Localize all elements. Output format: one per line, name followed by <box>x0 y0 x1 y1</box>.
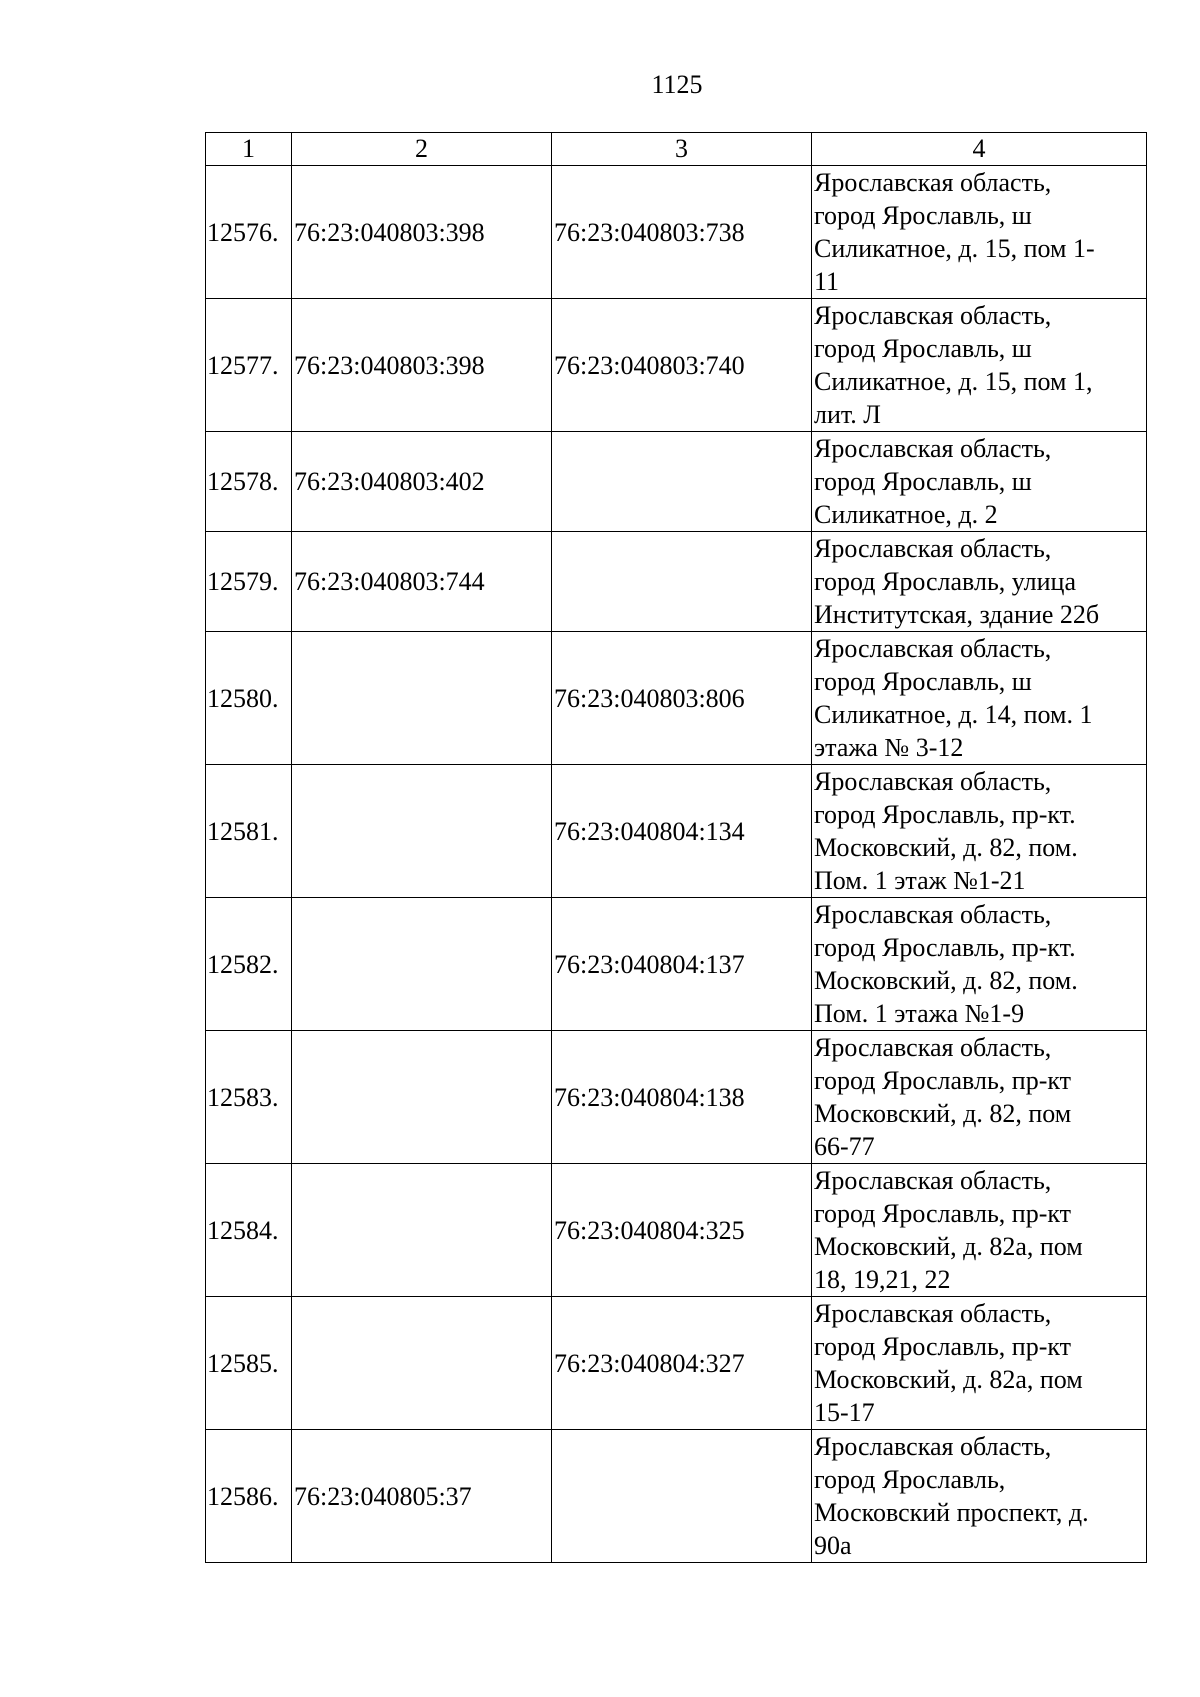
row-number: 12583. <box>206 1031 292 1164</box>
header-cell-3: 3 <box>552 133 812 166</box>
cadastral-number-land <box>292 1297 552 1430</box>
header-cell-1: 1 <box>206 133 292 166</box>
table-row <box>206 166 1147 299</box>
cadastral-number-land <box>292 632 552 765</box>
address-cell: Ярославская область, город Ярославль, пр-кт. Московский, д. 82, пом. Пом. 1 этаж №1-21 <box>812 765 1147 898</box>
row-number: 12576. <box>206 166 292 299</box>
cadastral-number-land: 76:23:040803:402 <box>292 432 552 532</box>
cadastral-number-land: 76:23:040803:398 <box>292 166 552 299</box>
cadastral-number-object: 76:23:040803:740 <box>552 299 812 432</box>
cadastral-number-object <box>552 532 812 632</box>
row-number: 12578. <box>206 432 292 532</box>
row-number: 12581. <box>206 765 292 898</box>
address-cell: Ярославская область, город Ярославль, ш Силикатное, д. 14, пом. 1 этажа № 3-12 <box>812 632 1147 765</box>
row-number: 12577. <box>206 299 292 432</box>
row-number: 12579. <box>206 532 292 632</box>
table-row <box>206 532 1147 632</box>
page-number: 1125 <box>651 70 703 99</box>
cadastral-number-land <box>292 1164 552 1297</box>
cadastral-number-object: 76:23:040804:325 <box>552 1164 812 1297</box>
cadastral-number-object: 76:23:040804:134 <box>552 765 812 898</box>
row-number: 12584. <box>206 1164 292 1297</box>
table-row <box>206 632 1147 765</box>
table-body <box>206 166 1147 1563</box>
cadastral-number-land: 76:23:040803:398 <box>292 299 552 432</box>
cadastral-number-object <box>552 432 812 532</box>
cadastral-number-land: 76:23:040805:37 <box>292 1430 552 1563</box>
row-number: 12586. <box>206 1430 292 1563</box>
row-number: 12580. <box>206 632 292 765</box>
cadastral-number-land <box>292 765 552 898</box>
row-number: 12585. <box>206 1297 292 1430</box>
address-cell: Ярославская область, город Ярославль, улица Институтская, здание 22б <box>812 532 1147 632</box>
cadastral-number-land <box>292 898 552 1031</box>
registry-table <box>205 132 1147 1563</box>
table-header <box>206 133 1147 166</box>
table-row <box>206 299 1147 432</box>
table-row <box>206 1297 1147 1430</box>
header-row <box>206 133 1147 166</box>
cadastral-number-object: 76:23:040803:738 <box>552 166 812 299</box>
table-row <box>206 765 1147 898</box>
header-cell-2: 2 <box>292 133 552 166</box>
address-cell: Ярославская область, город Ярославль, пр-кт Московский, д. 82, пом 66-77 <box>812 1031 1147 1164</box>
cadastral-number-land <box>292 1031 552 1164</box>
address-cell: Ярославская область, город Ярославль, Московский проспект, д. 90а <box>812 1430 1147 1563</box>
cadastral-number-object: 76:23:040804:138 <box>552 1031 812 1164</box>
table-row <box>206 1164 1147 1297</box>
address-cell: Ярославская область, город Ярославль, пр-кт. Московский, д. 82, пом. Пом. 1 этажа №1-9 <box>812 898 1147 1031</box>
address-cell: Ярославская область, город Ярославль, пр-кт Московский, д. 82а, пом 18, 19,21, 22 <box>812 1164 1147 1297</box>
address-cell: Ярославская область, город Ярославль, ш Силикатное, д. 15, пом 1, лит. Л <box>812 299 1147 432</box>
header-cell-4: 4 <box>812 133 1147 166</box>
table-row <box>206 1430 1147 1563</box>
address-cell: Ярославская область, город Ярославль, пр-кт Московский, д. 82а, пом 15-17 <box>812 1297 1147 1430</box>
table-row <box>206 1031 1147 1164</box>
table-row <box>206 432 1147 532</box>
table-row <box>206 898 1147 1031</box>
cadastral-number-object: 76:23:040804:327 <box>552 1297 812 1430</box>
cadastral-number-object <box>552 1430 812 1563</box>
row-number: 12582. <box>206 898 292 1031</box>
cadastral-number-land: 76:23:040803:744 <box>292 532 552 632</box>
address-cell: Ярославская область, город Ярославль, ш Силикатное, д. 15, пом 1- 11 <box>812 166 1147 299</box>
address-cell: Ярославская область, город Ярославль, ш Силикатное, д. 2 <box>812 432 1147 532</box>
cadastral-number-object: 76:23:040804:137 <box>552 898 812 1031</box>
cadastral-number-object: 76:23:040803:806 <box>552 632 812 765</box>
